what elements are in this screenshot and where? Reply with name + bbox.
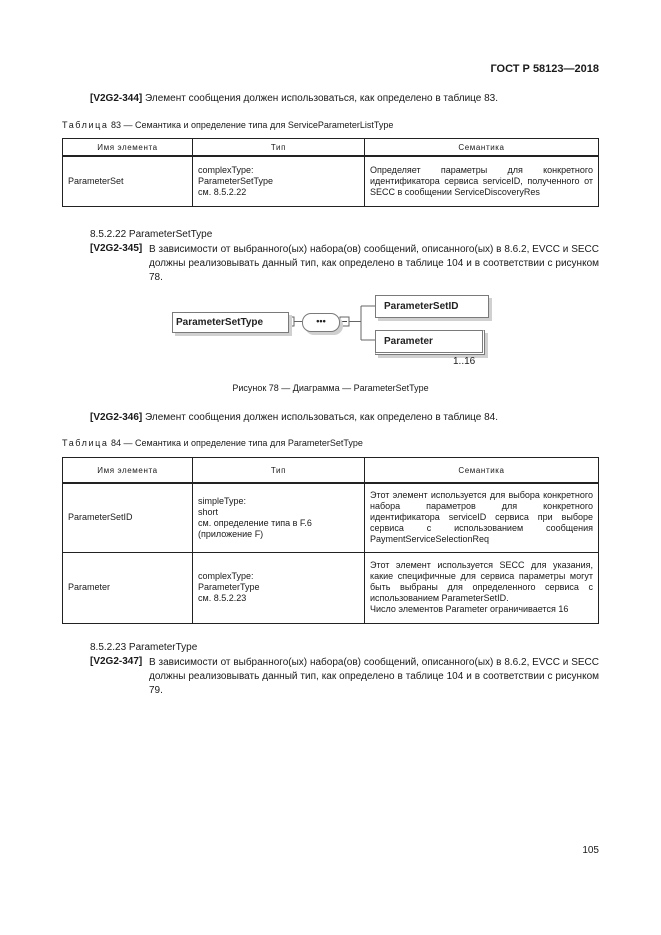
cell-semantics: Определяет параметры для конкретного идентификатора сервиса serviceID, полученного от SECC в сообщении ServiceDiscoveryRes <box>365 156 599 206</box>
requirement-id: [V2G2-346] <box>90 412 143 423</box>
table-header-row <box>63 458 599 484</box>
type-line: complexType: <box>198 164 254 175</box>
cell-name: ParameterSetID <box>63 483 193 552</box>
cell-type <box>193 156 365 206</box>
parameter-set-type-diagram <box>168 292 498 372</box>
table-84 <box>62 457 599 624</box>
semantics-text: Этот элемент используется SECC для указания, какие специфичные для сервиса параметры могут быть выбраны для определенного сервиса с использованием ParameterSetID. <box>370 560 593 603</box>
header-element-name: Имя элемента <box>63 458 193 484</box>
type-line: см. 8.5.2.22 <box>198 186 247 197</box>
type-line: complexType: <box>198 571 254 581</box>
cell-type <box>193 483 365 552</box>
requirement-345-text: В зависимости от выбранного(ых) набора(ов) сообщений, описанного(ых) в 8.6.2, EVCC и SECC должны реализовывать данный тип, как определено в таблице 104 и в соответствии с рисунком 78. <box>149 244 600 283</box>
type-line: ParameterType <box>198 582 260 592</box>
table-header-row <box>63 139 599 157</box>
table-row <box>63 483 599 552</box>
header-type: Тип <box>193 139 365 157</box>
section-8-5-2-23-title: 8.5.2.23 ParameterType <box>90 642 198 653</box>
table-83-caption <box>62 120 393 130</box>
cell-name: ParameterSet <box>63 156 193 206</box>
requirement-347-id: [V2G2-347] <box>90 656 143 667</box>
cell-type <box>193 552 365 623</box>
child-parameter-set-id-box: ParameterSetID <box>375 295 489 318</box>
requirement-text: Элемент сообщения должен использоваться, как определено в таблице 84. <box>142 412 499 423</box>
header-type: Тип <box>193 458 365 484</box>
sequence-compositor: ••• <box>302 313 340 332</box>
type-line: см. определение типа в F.6 <box>198 517 312 528</box>
header-semantics: Семантика <box>365 458 599 484</box>
table-84-caption <box>62 438 363 448</box>
requirement-346 <box>90 411 498 425</box>
type-line: ParameterSetType <box>198 175 274 186</box>
cell-semantics <box>365 552 599 623</box>
requirement-345-id: [V2G2-345] <box>90 243 143 254</box>
requirement-347-text: В зависимости от выбранного(ых) набора(ов) сообщений, описанного(ых) в 8.6.2, EVCC и SECC должны реализовывать данный тип, как определено в таблице 104 и в соответствии с рисунком 79. <box>149 657 600 696</box>
type-line: см. 8.5.2.23 <box>198 593 247 603</box>
standard-number: ГОСТ Р 58123—2018 <box>490 63 599 75</box>
table-caption-text: 84 — Семантика и определение типа для ParameterSetType <box>108 438 363 448</box>
table-label: Таблица <box>62 438 109 448</box>
type-line: short <box>198 506 219 517</box>
table-83 <box>62 138 599 207</box>
table-row <box>63 156 599 206</box>
header-element-name: Имя элемента <box>63 139 193 157</box>
cell-semantics: Этот элемент используется для выбора конкретного набора параметров для конкретного идентификатора serviceID сервиса при выборе сервиса с использованием сообщения PaymentServiceSelectionReq <box>365 483 599 552</box>
multiplicity-label: 1..16 <box>453 356 476 367</box>
child-parameter-box: Parameter <box>375 330 485 355</box>
requirement-id: [V2G2-344] <box>90 93 143 104</box>
requirement-344 <box>90 92 498 106</box>
page-number: 105 <box>582 845 599 856</box>
root-type-box: ParameterSetType <box>172 312 289 333</box>
type-line: (приложение F) <box>198 528 264 539</box>
table-row <box>63 552 599 623</box>
header-semantics: Семантика <box>365 139 599 157</box>
requirement-text: Элемент сообщения должен использоваться, как определено в таблице 83. <box>142 93 499 104</box>
section-8-5-2-22-title: 8.5.2.22 ParameterSetType <box>90 229 213 240</box>
table-caption-text: 83 — Семантика и определение типа для ServiceParameterListType <box>108 120 394 130</box>
semantics-text: Число элементов Parameter ограничивается 16 <box>370 604 569 614</box>
cell-name: Parameter <box>63 552 193 623</box>
type-line: simpleType: <box>198 495 247 506</box>
figure-78-caption: Рисунок 78 — Диаграмма — ParameterSetType <box>232 383 429 393</box>
table-label: Таблица <box>62 120 109 130</box>
